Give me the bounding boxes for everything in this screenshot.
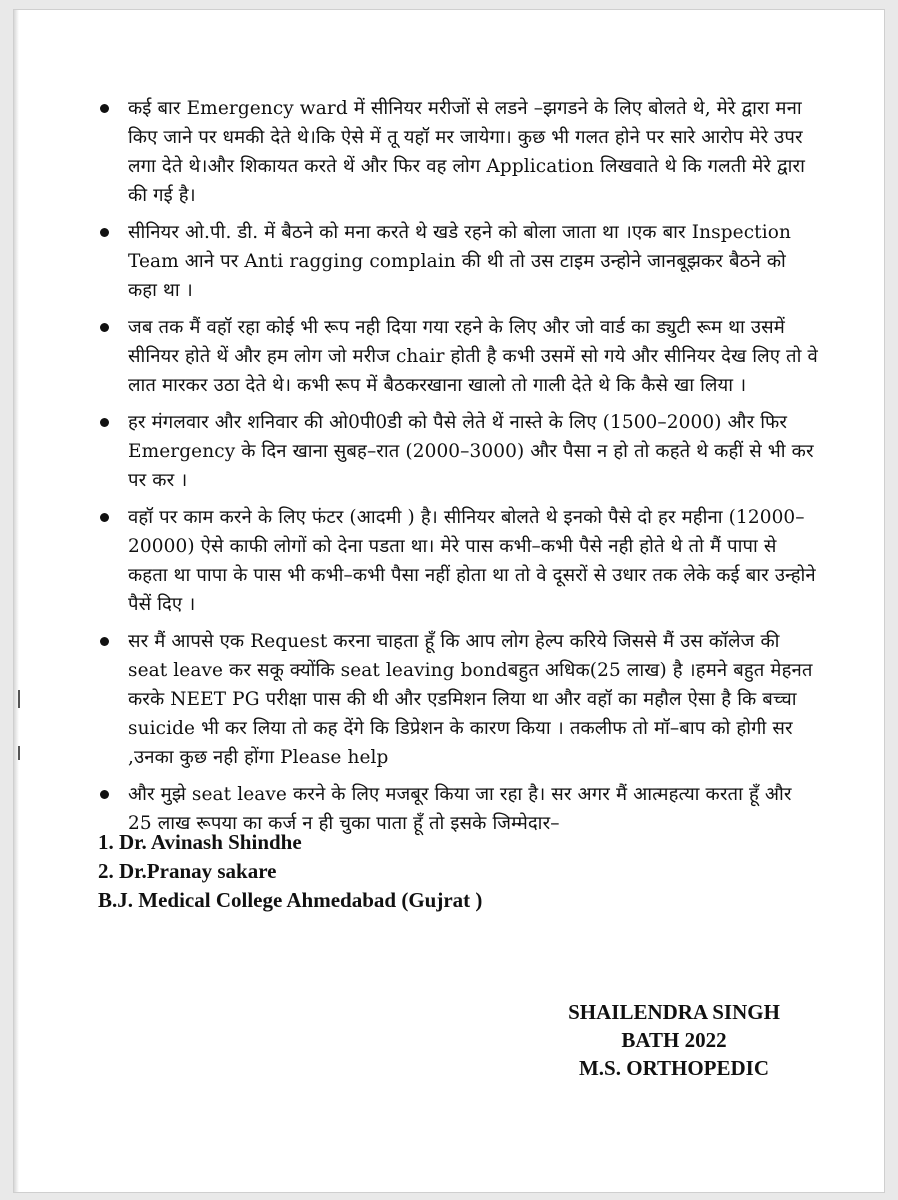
list-item bbox=[98, 94, 818, 210]
document-page bbox=[14, 10, 884, 1192]
signatory-batch: BATH 2022 bbox=[621, 1028, 727, 1052]
list-item bbox=[98, 313, 818, 400]
bullet-icon bbox=[100, 790, 109, 799]
responsible-persons bbox=[98, 828, 818, 915]
list-item-text: जब तक मैं वहॉ रहा कोई भी रूप नही दिया गया रहने के लिए और जो वार्ड का ड्युटी रूम था उसमें सीनियर होते थें और हम लोग जो मरीज chair होती है कभी उसमें सो गये और सीनियर देख लिए तो वे लात मारकर उठा देते थे। कभी रूप में बैठकरखाना खालो तो गाली देते थे कि कैसे खा लिया । bbox=[128, 317, 818, 396]
scan-edge bbox=[14, 10, 19, 1192]
college-name: B.J. Medical College Ahmedabad (Gujrat ) bbox=[98, 888, 483, 912]
scan-mark bbox=[18, 690, 20, 708]
responsible-person-2: 2. Dr.Pranay sakare bbox=[98, 859, 277, 883]
responsible-person-1: 1. Dr. Avinash Shindhe bbox=[98, 830, 302, 854]
signatory-course: M.S. ORTHOPEDIC bbox=[578, 1056, 770, 1080]
list-item-text: सर मैं आपसे एक Request करना चाहता हूँ कि आप लोग हेल्प करिये जिससे मैं उस कॉलेज की seat leave कर सकू क्योंकि seat leaving bondबहुत अधिक(25 लाख) है ।हमने बहुत मेहनत करके NEET PG परीक्षा पास की थी और एडमिशन लिया था और वहॉ का महौल ऐसा है कि बच्चा suicide भी कर लिया तो कह देंगे कि डिप्रेशन के कारण किया । तकलीफ तो मॉ–बाप को होगी सर ,उनका कुछ नही होंगा Please help bbox=[128, 631, 813, 768]
bullet-icon bbox=[100, 104, 109, 113]
signature-block bbox=[544, 998, 804, 1082]
list-item bbox=[98, 503, 818, 619]
list-item-text: वहॉ पर काम करने के लिए फंटर (आदमी ) है। सीनियर बोलते थे इनको पैसे दो हर महीना (12000–20000) ऐसे काफी लोगों को देना पडता था। मेरे पास कभी–कभी पैसे नही होते थे तो मैं पापा से कहता था पापा के पास भी कभी–कभी पैसा नहीं होता था तो वे दूसरों से उधार तक लेके कई बार उन्होने पैसें दिए । bbox=[128, 507, 816, 615]
bullet-icon bbox=[100, 323, 109, 332]
list-item bbox=[98, 218, 818, 305]
list-item-text: हर मंगलवार और शनिवार की ओ0पी0डी को पैसे लेते थें नास्ते के लिए (1500–2000) और फिर Emergency के दिन खाना सुबह–रात (2000–3000) और पैसा न हो तो कहते थे कहीं से भी कर पर कर । bbox=[128, 412, 814, 491]
signatory-name: SHAILENDRA SINGH bbox=[568, 1000, 780, 1024]
complaint-list bbox=[98, 94, 818, 846]
bullet-icon bbox=[100, 513, 109, 522]
bullet-icon bbox=[100, 637, 109, 646]
list-item-text: और मुझे seat leave करने के लिए मजबूर किया जा रहा है। सर अगर मैं आत्महत्या करता हूँ और 25 लाख रूपया का कर्ज न ही चुका पाता हूँ तो इसके जिम्मेदार– bbox=[128, 784, 792, 834]
list-item bbox=[98, 408, 818, 495]
bullet-icon bbox=[100, 418, 109, 427]
list-item bbox=[98, 627, 818, 772]
bullet-icon bbox=[100, 228, 109, 237]
list-item-text: सीनियर ओ.पी. डी. में बैठने को मना करते थे खडे रहने को बोला जाता था ।एक बार Inspection Team आने पर Anti ragging complain की थी तो उस टाइम उन्होने जानबूझकर बैठने को कहा था । bbox=[128, 222, 791, 301]
scan-mark bbox=[18, 746, 20, 760]
list-item-text: कई बार Emergency ward में सीनियर मरीजों से लडने –झगडने के लिए बोलते थे, मेरे द्वारा मना किए जाने पर धमकी देते थे।कि ऐसे में तू यहॉ मर जायेगा। कुछ भी गलत होने पर सारे आरोप मेरे उपर लगा देते थे।और शिकायत करते थें और फिर वह लोग Application लिखवाते थे कि गलती मेरे द्वारा की गई है। bbox=[128, 98, 805, 206]
